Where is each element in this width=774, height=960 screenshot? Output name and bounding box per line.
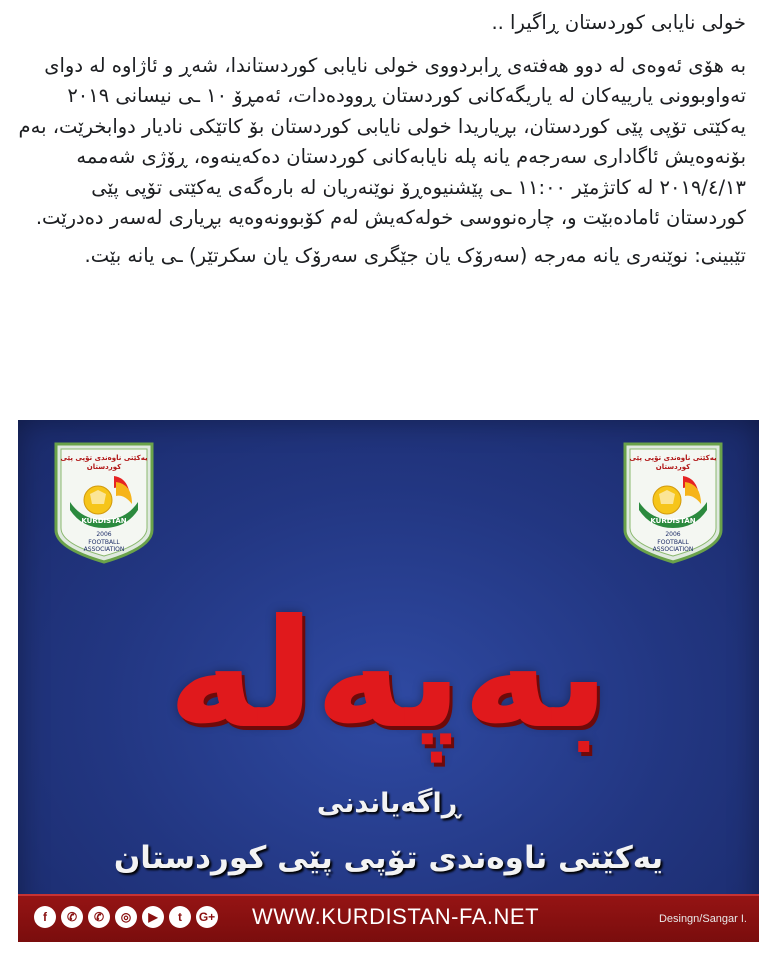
- whatsapp-icon[interactable]: ✆: [88, 906, 110, 928]
- instagram-icon[interactable]: ◎: [115, 906, 137, 928]
- svg-text:FOOTBALL: FOOTBALL: [657, 539, 689, 546]
- federation-logo-left: [52, 438, 156, 566]
- post-body: بە هۆی ئەوەی لە دوو هەفتەی ڕابردووی خولی نایابی کوردستاندا، شەڕ و ئاژاوە لە دوای تەواوبوونی یارییەکان لە یاریگەکانی کوردستان ڕوودەدات، ئەمڕۆ ١٠ ـی نیسانی ٢٠١٩ یەکێتی تۆپی پێی کوردستان، بڕیاریدا خولی نایابی کوردستان بۆ کاتێکی نادیار دوابخرێت، بەم بۆنەوەیش ئاگاداری سەرجەم یانە پلە نایابەکانی کوردستان دەکەینەوە، ڕۆژی شەممە ٢٠١٩/٤/١٣ لە کاتژمێر ١١:٠٠ ـی پێشنیوەڕۆ نوێنەریان لە بارەگەی یەکێتی تۆپی پێی کوردستان ئامادەبێت و، چارەنووسی خولەکەیش لەم کۆبوونەوەیە بڕیاری لەسەر دەدرێت.: [18, 53, 746, 229]
- google-plus-icon[interactable]: G+: [196, 906, 218, 928]
- svg-text:KURDISTAN: KURDISTAN: [650, 517, 696, 525]
- design-credit: Desingn/Sangar I.: [658, 913, 747, 925]
- svg-text:2006: 2006: [665, 531, 681, 538]
- post-note: تێبینی: نوێنەری یانە مەرجە (سەرۆک یان جێگری سەرۆک یان سکرتێر) ـی یانە بێت.: [84, 243, 746, 267]
- svg-text:یەکێتی ناوەندی تۆپی پێی: یەکێتی ناوەندی تۆپی پێی: [60, 454, 148, 462]
- announcement-banner[interactable]: [18, 420, 759, 942]
- svg-text:کوردستان: کوردستان: [86, 463, 122, 471]
- youtube-icon[interactable]: ▶: [142, 906, 164, 928]
- post-title: خولی نایابی کوردستان ڕاگیرا ..: [491, 11, 746, 34]
- federation-logo-right: [621, 438, 725, 566]
- svg-text:FOOTBALL: FOOTBALL: [88, 539, 120, 546]
- federation-logo-icon: [52, 438, 156, 566]
- svg-text:KURDISTAN: KURDISTAN: [81, 517, 127, 525]
- facebook-icon[interactable]: f: [34, 906, 56, 928]
- social-icons: [34, 906, 218, 928]
- federation-name: یەکێتی ناوەندی تۆپی پێی کوردستان: [113, 840, 664, 876]
- svg-text:ASSOCIATION: ASSOCIATION: [652, 546, 694, 553]
- announcement-label: ڕاگەیاندنی: [316, 788, 461, 819]
- twitter-icon[interactable]: t: [169, 906, 191, 928]
- svg-text:یەکێتی ناوەندی تۆپی پێی: یەکێتی ناوەندی تۆپی پێی: [629, 454, 717, 462]
- banner-footer: [18, 894, 759, 942]
- website-link[interactable]: WWW.KURDISTAN-FA.NET: [252, 904, 540, 929]
- viber-icon[interactable]: ✆: [61, 906, 83, 928]
- svg-text:کوردستان: کوردستان: [655, 463, 691, 471]
- svg-text:2006: 2006: [96, 531, 112, 538]
- urgent-headline: بەپەلە: [167, 588, 610, 762]
- svg-text:ASSOCIATION: ASSOCIATION: [83, 546, 125, 553]
- post-text: [0, 0, 774, 271]
- federation-logo-icon: [621, 438, 725, 566]
